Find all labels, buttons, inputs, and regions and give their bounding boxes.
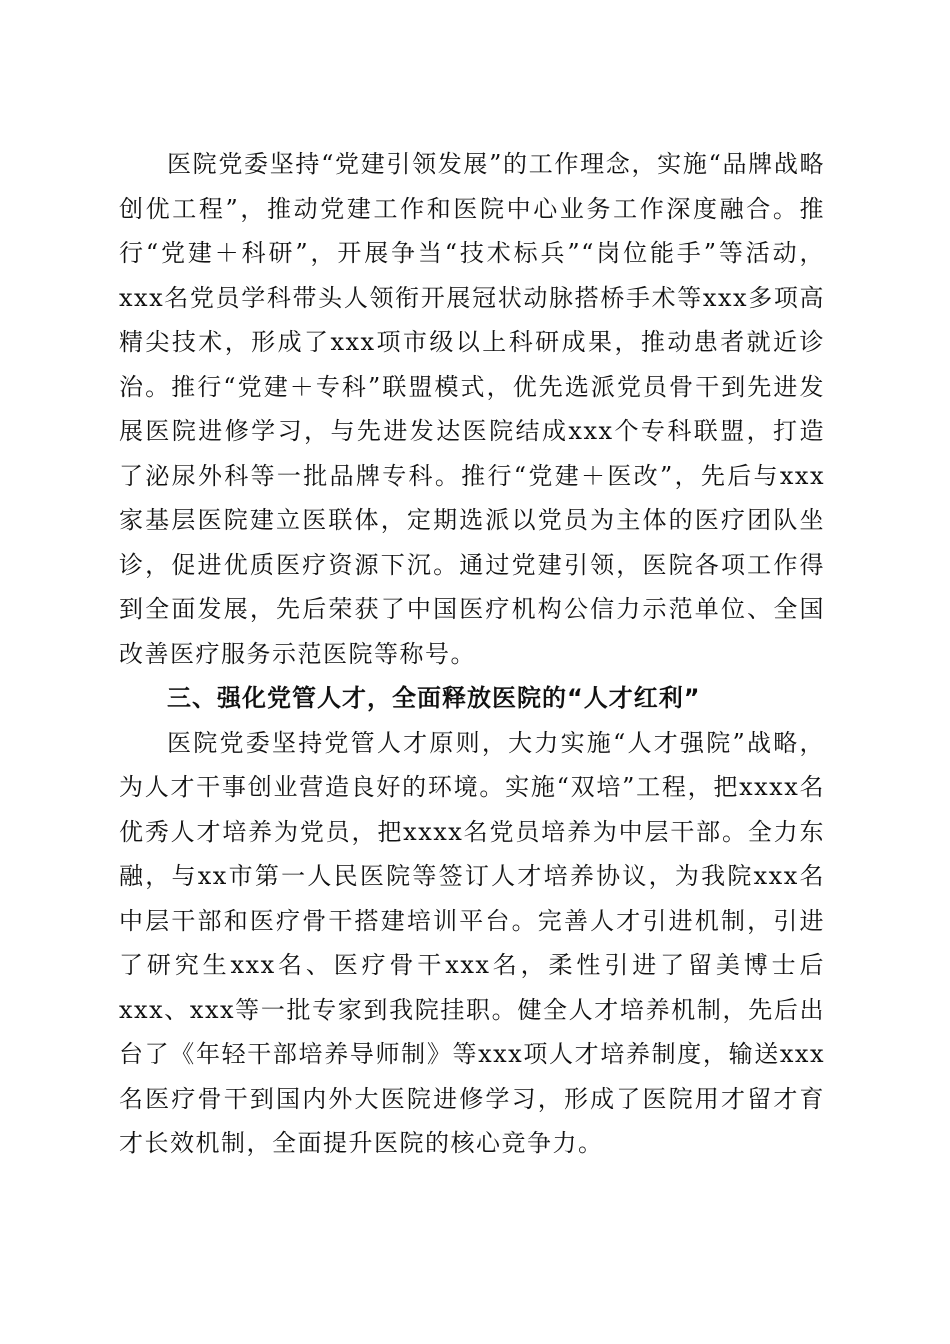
paragraph-party-building-development: 医院党委坚持“党建引领发展”的工作理念，实施“品牌战略创优工程”，推动党建工作和医院中心业务工作深度融合。推行“党建＋科研”，开展争当“技术标兵”“岗位能手”等活动，xxx名党员学科带头人领衔开展冠状动脉搭桥手术等xxx多项高精尖技术，形成了xxx项市级以上科研成果，推动患者就近诊治。推行“党建＋专科”联盟模式，优先选派党员骨干到先进发展医院进修学习，与先进发达医院结成xxx个专科联盟，打造了泌尿外科等一批品牌专科。推行“党建＋医改”，先后与xxx家基层医院建立医联体，定期选派以党员为主体的医疗团队坐诊，促进优质医疗资源下沉。通过党建引领，医院各项工作得到全面发展，先后荣获了中国医疗机构公信力示范单位、全国改善医疗服务示范医院等称号。: [119, 150, 825, 668]
section-heading-talent: 三、强化党管人才，全面释放医院的“人才红利”: [167, 684, 701, 712]
document-body: [119, 142, 825, 1166]
paragraph-talent-management: 医院党委坚持党管人才原则，大力实施“人才强院”战略，为人才干事创业营造良好的环境。实施“双培”工程，把xxxx名优秀人才培养为党员，把xxxx名党员培养为中层干部。全力东融，与xx市第一人民医院等签订人才培养协议，为我院xxx名中层干部和医疗骨干搭建培训平台。完善人才引进机制，引进了研究生xxx名、医疗骨干xxx名，柔性引进了留美博士后xxx、xxx等一批专家到我院挂职。健全人才培养机制，先后出台了《年轻干部培养导师制》等xxx项人才培养制度，输送xxx名医疗骨干到国内外大医院进修学习，形成了医院用才留才育才长效机制，全面提升医院的核心竞争力。: [119, 728, 825, 1157]
